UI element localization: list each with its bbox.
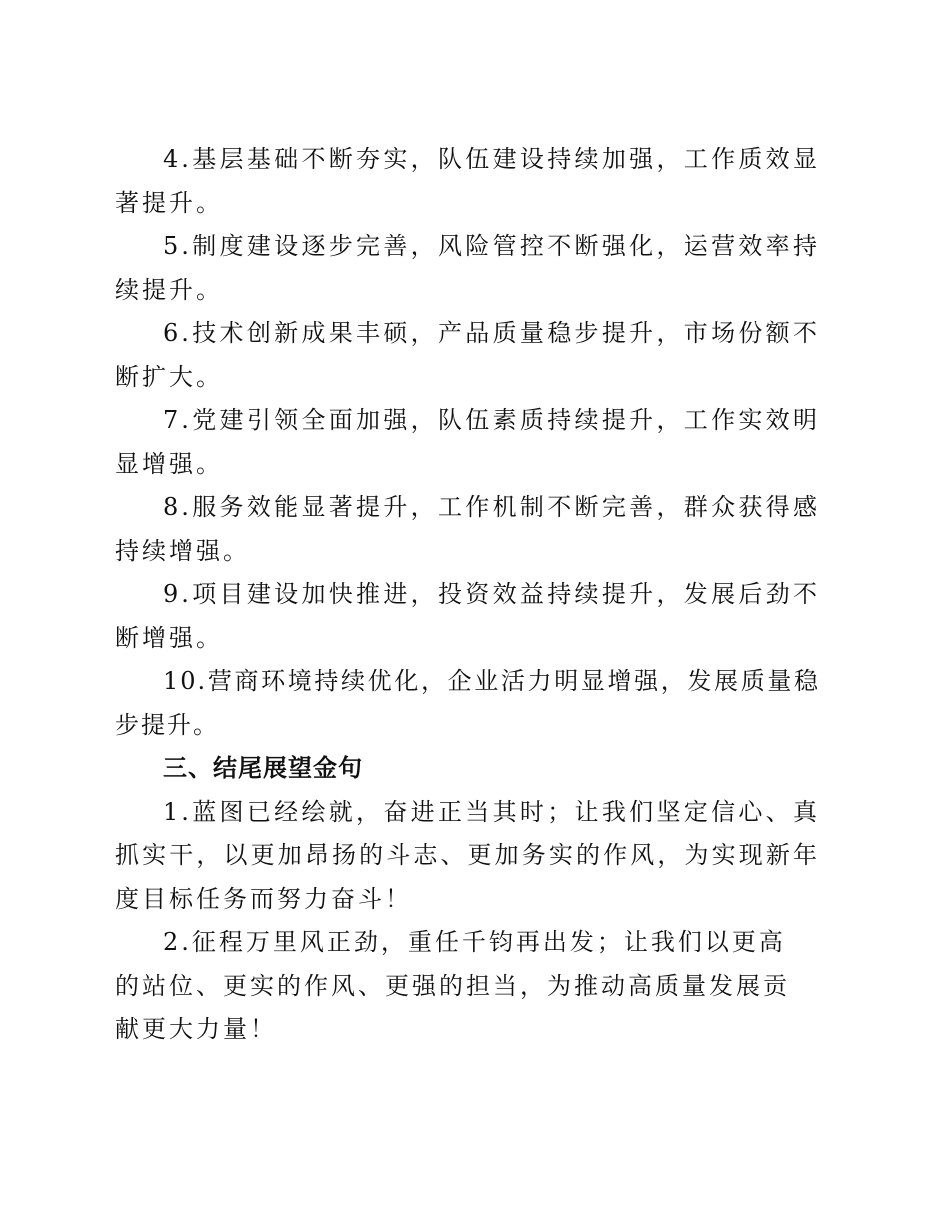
result-item-4: 4.基层基础不断夯实，队伍建设持续加强，工作质效显著提升。 [115, 145, 820, 217]
closing-item-1: 1.蓝图已经绘就，奋进正当其时；让我们坚定信心、真抓实干，以更加昂扬的斗志、更加务实的作风，为实现新年度目标任务而努力奋斗！ [115, 797, 820, 913]
result-item-6: 6.技术创新成果丰硕，产品质量稳步提升，市场份额不断扩大。 [115, 319, 820, 391]
result-item-7: 7.党建引领全面加强，队伍素质持续提升，工作实效明显增强。 [115, 406, 820, 478]
result-item-10: 10.营商环境持续优化，企业活力明显增强，发展质量稳步提升。 [115, 667, 820, 739]
section-heading: 三、结尾展望金句 [163, 754, 363, 782]
closing-list [115, 791, 820, 1052]
result-item-9: 9.项目建设加快推进，投资效益持续提升，发展后劲不断增强。 [115, 580, 820, 652]
document-body [115, 138, 820, 1052]
results-list [115, 138, 820, 747]
closing-item-2: 2.征程万里风正劲，重任千钧再出发；让我们以更高的站位、更实的作风、更强的担当，为推动高质量发展贡献更大力量！ [115, 928, 790, 1043]
result-item-5: 5.制度建设逐步完善，风险管控不断强化，运营效率持续提升。 [115, 232, 820, 304]
result-item-8: 8.服务效能显著提升，工作机制不断完善，群众获得感持续增强。 [115, 493, 820, 565]
